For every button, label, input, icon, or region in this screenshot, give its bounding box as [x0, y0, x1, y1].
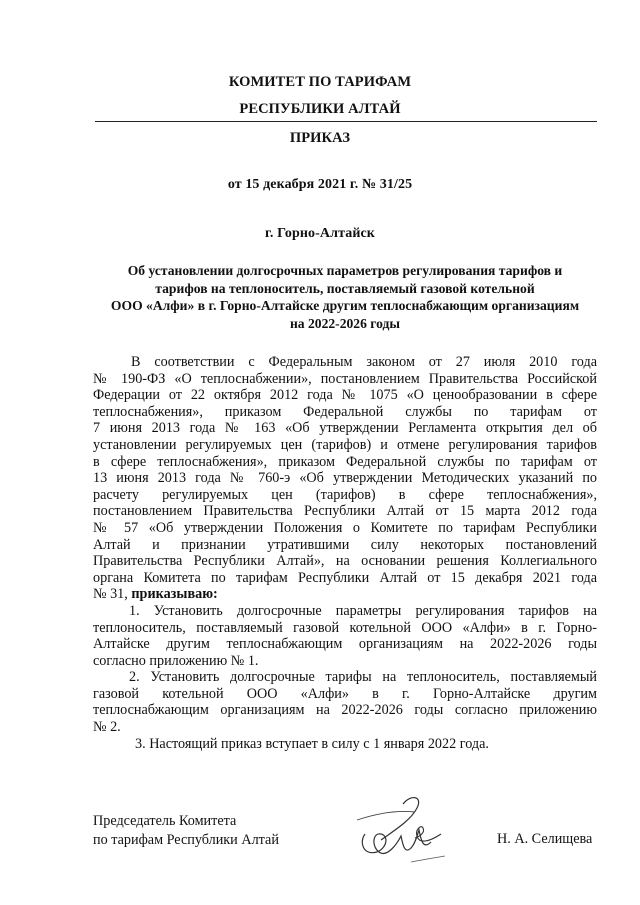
date-number: от 15 декабря 2021 г. № 31/25 [227, 177, 413, 192]
item1-line: теплоноситель, поставляемый газовой котельной ООО «Алфи» в г. Горно- [93, 619, 597, 636]
item2-line: 2. Установить долгосрочные тарифы на теплоноситель, поставляемый [129, 669, 597, 686]
item1-line: 1. Установить долгосрочные параметры регулирования тарифов на [129, 602, 597, 619]
subject-line: Об установлении долгосрочных параметров регулирования тарифов и [127, 263, 563, 278]
item3-line: 3. Настоящий приказ вступает в силу с 1 января 2022 года. [135, 735, 489, 752]
subject-line: ООО «Алфи» в г. Горно-Алтайске другим теплоснабжающим организациям [110, 298, 580, 314]
document-body [93, 354, 597, 752]
preamble-line: Федерации от 22 октября 2012 года № 1075 «О ценообразовании в сфере [93, 387, 597, 404]
preamble-line: постановлением Правительства Республики Алтай от 15 марта 2012 года [93, 503, 597, 520]
org-name-line2: РЕСПУБЛИКИ АЛТАЙ [239, 101, 401, 117]
preamble-line: 7 июня 2013 года № 163 «Об утверждении Регламента открытия дел об [93, 420, 597, 437]
item2-line: № 2. [93, 719, 121, 736]
preamble-line: 13 июня 2013 года № 760-э «Об утверждении Методических указаний по [93, 470, 597, 487]
preamble-line: теплоснабжения», приказом Федеральной службы по тарифам от [93, 403, 597, 420]
preamble-line: Правительства Республики Алтай», на основании решения Коллегиального [93, 553, 597, 570]
header-divider [95, 121, 597, 122]
subject-line: тарифов на теплоноситель, поставляемый газовой котельной [155, 280, 535, 296]
preamble-last-text: № 31, [93, 586, 128, 603]
preamble-last-line [93, 586, 597, 603]
signatory-title-line2: по тарифам Республики Алтай [93, 832, 279, 848]
preamble-line: № 57 «Об утверждении Положения о Комитете по тарифам Республики [93, 519, 597, 536]
city: г. Горно-Алтайск [265, 226, 375, 241]
preamble-line: расчету регулируемых цен (тарифов) в сфере теплоснабжения», [93, 486, 597, 503]
preamble-line: Алтай и признании утратившими силу некоторых постановлений [93, 536, 597, 553]
document-type: ПРИКАЗ [289, 130, 351, 146]
item1-line: Алтайске другим теплоснабжающим организациям на 2022-2026 годы [93, 636, 597, 653]
preamble-line: органа Комитета по тарифам Республики Алтай от 15 декабря 2021 года [93, 569, 597, 586]
signatory-title [93, 812, 279, 850]
org-name-line1: КОМИТЕТ ПО ТАРИФАМ [228, 74, 412, 90]
document-subject [90, 262, 600, 332]
preamble-line: в сфере теплоснабжения», приказом Федеральной службы по тарифам от [93, 453, 597, 470]
signatory-title-line1: Председатель Комитета [93, 813, 237, 829]
preamble-line: установлении регулируемых цен (тарифов) и отмене регулирования тарифов [93, 436, 597, 453]
orders-word: приказываю: [131, 586, 218, 603]
item2-line: газовой котельной ООО «Алфи» в г. Горно-Алтайске другим [93, 685, 597, 702]
signatory-name: Н. А. Селищева [497, 831, 593, 847]
handwritten-signature [345, 790, 455, 875]
item2-line: теплоснабжающим организациям на 2022-2026 годы согласно приложению [93, 702, 597, 719]
subject-line: на 2022-2026 годы [289, 315, 401, 331]
preamble-line: № 190-ФЗ «О теплоснабжении», постановлением Правительства Российской [93, 370, 597, 387]
preamble-line: В соответствии с Федеральным законом от 27 июля 2010 года [131, 354, 597, 370]
item1-line: согласно приложению № 1. [93, 652, 259, 669]
